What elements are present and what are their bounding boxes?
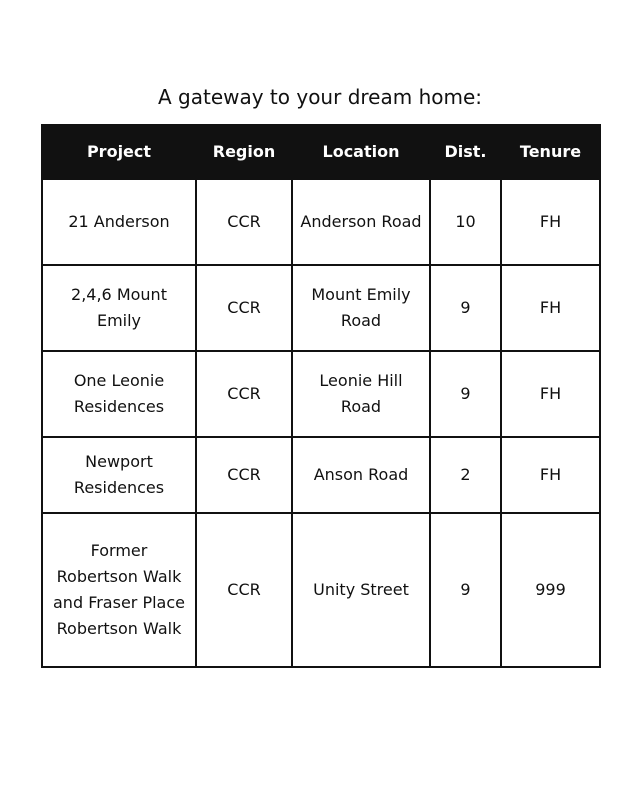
cell-location: Leonie Hill Road <box>292 351 430 437</box>
cell-location: Anson Road <box>292 437 430 513</box>
cell-dist: 9 <box>430 513 501 667</box>
cell-location: Anderson Road <box>292 179 430 265</box>
cell-region: CCR <box>196 179 292 265</box>
cell-dist: 2 <box>430 437 501 513</box>
header-location: Location <box>292 125 430 179</box>
cell-dist: 9 <box>430 351 501 437</box>
page-title: A gateway to your dream home: <box>157 85 483 109</box>
table-header <box>42 125 600 179</box>
cell-project: Newport Residences <box>42 437 196 513</box>
cell-project: Former Robertson Walk and Fraser Place Robertson Walk <box>42 513 196 667</box>
cell-project: One Leonie Residences <box>42 351 196 437</box>
cell-tenure: 999 <box>501 513 600 667</box>
cell-location: Unity Street <box>292 513 430 667</box>
header-tenure: Tenure <box>501 125 600 179</box>
table-body <box>42 179 600 667</box>
cell-tenure: FH <box>501 351 600 437</box>
cell-dist: 10 <box>430 179 501 265</box>
cell-region: CCR <box>196 351 292 437</box>
cell-tenure: FH <box>501 179 600 265</box>
projects-table <box>41 124 601 668</box>
cell-dist: 9 <box>430 265 501 351</box>
table-row <box>42 513 600 667</box>
table-row <box>42 351 600 437</box>
cell-region: CCR <box>196 265 292 351</box>
cell-location: Mount Emily Road <box>292 265 430 351</box>
header-dist: Dist. <box>430 125 501 179</box>
header-project: Project <box>42 125 196 179</box>
table-row <box>42 437 600 513</box>
cell-project: 2,4,6 Mount Emily <box>42 265 196 351</box>
table-row <box>42 265 600 351</box>
table-row <box>42 179 600 265</box>
cell-region: CCR <box>196 437 292 513</box>
header-row <box>42 125 600 179</box>
cell-project: 21 Anderson <box>42 179 196 265</box>
cell-tenure: FH <box>501 437 600 513</box>
header-region: Region <box>196 125 292 179</box>
cell-region: CCR <box>196 513 292 667</box>
cell-tenure: FH <box>501 265 600 351</box>
